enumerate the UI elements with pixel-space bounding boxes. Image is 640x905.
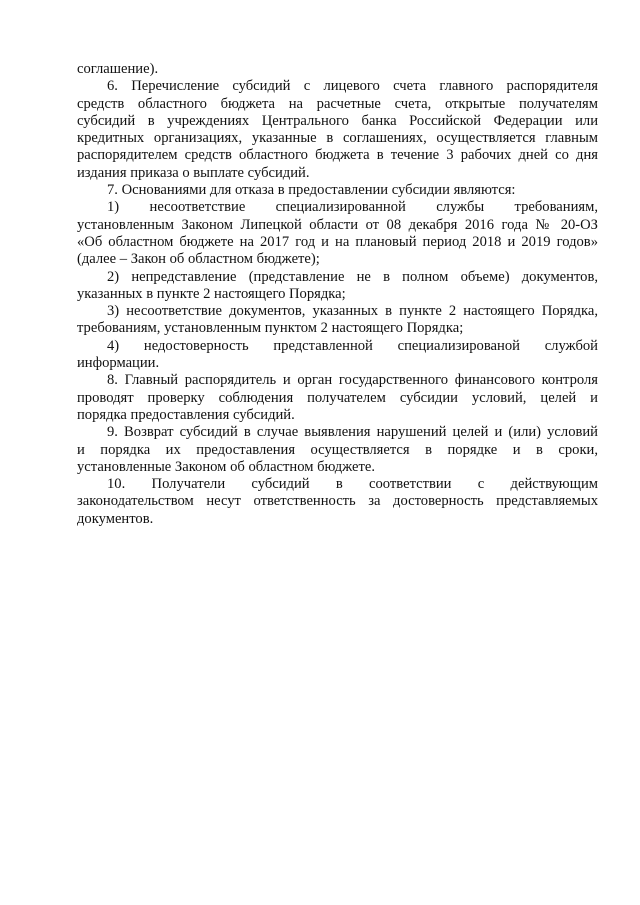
text-line: 6. Перечисление субсидий с лицевого счета главного распорядителя [107,78,598,95]
text-line: документов. [77,510,154,527]
text-line: 10. Получатели субсидий в соответствии с действующим [107,476,598,493]
text-line: кредитных организациях, указанные в соглашениях, осуществляется главным [77,130,598,147]
text-line: «Об областном бюджете на 2017 год и на плановый период 2018 и 2019 годов» [77,233,598,250]
paragraph-p7-1 [77,199,598,268]
text-line: 4) недостоверность представленной специализированой службой [107,337,598,354]
text-line: издания приказа о выплате субсидий. [77,164,310,181]
document-body [77,61,598,528]
text-line: распорядителем средств областного бюджета в течение 3 рабочих дней со дня [77,147,598,164]
text-line: информации. [77,355,160,372]
paragraph-p-prev-end [77,61,598,78]
paragraph-p7-3 [77,303,598,338]
text-line: 7. Основаниями для отказа в предоставлении субсидии являются: [107,182,516,199]
paragraph-p7 [77,182,598,199]
text-line: законодательством несут ответственность за достоверность представляемых [77,493,598,510]
text-line: требованиям, установленным пунктом 2 настоящего Порядка; [77,320,464,337]
text-line: соглашение). [77,61,159,77]
text-line: средств областного бюджета на расчетные счета, открытые получателям [77,95,598,112]
paragraph-p6 [77,78,598,182]
text-line: 3) несоответствие документов, указанных в пункте 2 настоящего Порядка, [107,303,598,320]
text-line: указанных в пункте 2 настоящего Порядка; [77,285,346,302]
text-line: 9. Возврат субсидий в случае выявления нарушений целей и (или) условий [107,424,598,441]
paragraph-p8 [77,372,598,424]
paragraph-p7-2 [77,269,598,304]
text-line: (далее – Закон об областном бюджете); [77,251,320,268]
text-line: 1) несоответствие специализированной службы требованиям, [107,199,598,216]
text-line: субсидий в учреждениях Центрального банка Российской Федерации или [77,112,598,129]
text-line: проводят проверку соблюдения получателем субсидии условий, целей и [77,389,598,406]
paragraph-p10 [77,476,598,528]
paragraph-p9 [77,424,598,476]
text-line: 2) непредставление (представление не в полном объеме) документов, [107,268,598,285]
text-line: и порядка их предоставления осуществляется в порядке и в сроки, [77,441,598,458]
text-line: порядка предоставления субсидий. [77,406,295,423]
text-line: установленным Законом Липецкой области от 08 декабря 2016 года № 20-ОЗ [77,216,598,233]
text-line: 8. Главный распорядитель и орган государственного финансового контроля [107,372,598,389]
paragraph-p7-4 [77,338,598,373]
text-line: установленные Законом об областном бюджете. [77,458,376,475]
